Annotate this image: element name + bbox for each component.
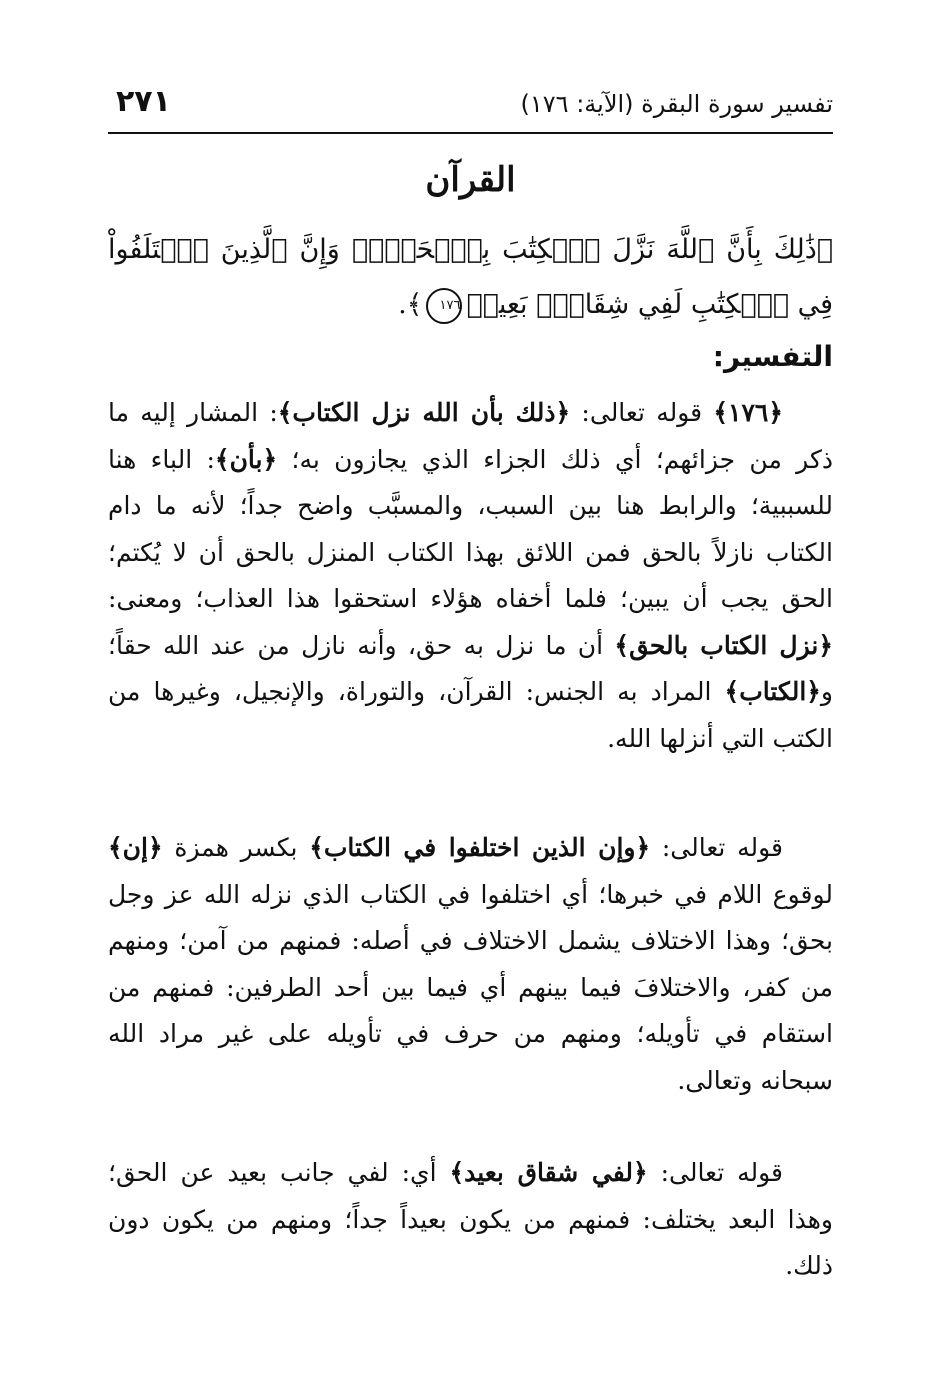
running-title: تفسير سورة البقرة (الآية: ١٧٦) xyxy=(520,90,833,118)
paragraph-text: لوقوع اللام في خبرها؛ أي اختلفوا في الكتاب الذي نزله الله عز وجل بحق؛ وهذا الاختلاف يشمل الاختلاف في أصله: فمنهم من آمن؛ ومنهم من كفر، والاختلافَ فيما بينهم أي فيما بين أحد الطرفين: فمنهم من استقام في تأويله؛ ومنهم من حرف في تأويله على غير مراد الله سبحانه وتعالى. xyxy=(108,879,833,1095)
verse-ref: ﴿١٧٦﴾ xyxy=(713,398,783,427)
quote-segment: ﴿لفي شقاق بعيد﴾ xyxy=(449,1158,648,1187)
paragraph-text: : الباء هنا للسببية؛ والرابط هنا بين السبب، والمسبَّب واضح جداً؛ لأنه ما دام الكتاب نازلاً بالحق فمن اللائق بهذا الكتاب المنزل بالحق أن لا يُكتم؛ الحق يجب أن يبين؛ فلما أخفاه هؤلاء استحقوا هذا العذاب؛ ومعنى: xyxy=(108,444,833,613)
paragraph-text: أن ما نزل به حق، وأنه نازل من عند الله حقاً؛ و xyxy=(108,630,833,706)
paragraph-text: قوله تعالى: xyxy=(570,398,714,427)
quote-segment: ﴿الكتاب﴾ xyxy=(724,677,821,706)
quote-segment: ﴿إن﴾ xyxy=(108,833,163,862)
quote-segment: ﴿ذلك بأن الله نزل الكتاب﴾ xyxy=(277,398,571,427)
quote-segment: ﴿نزل الكتاب بالحق﴾ xyxy=(614,630,834,660)
paragraph-text: : المشار إليه ما ذكر من جزائهم؛ أي ذلك الجزاء الذي يجازون به؛ xyxy=(108,398,833,474)
page-number: ٢٧١ xyxy=(116,84,171,119)
tafsir-paragraph-1 xyxy=(108,390,833,762)
verse-end: ﴾. xyxy=(398,289,423,320)
tafsir-heading: التفسير: xyxy=(712,340,833,373)
paragraph-text: المراد به الجنس: القرآن، والتوراة، والإنجيل، وغيرها من الكتب التي أنزلها الله. xyxy=(108,677,833,753)
header-rule xyxy=(108,132,833,134)
tafsir-paragraph-3 xyxy=(108,1150,833,1290)
paragraph-text: قوله تعالى: xyxy=(647,1158,783,1187)
page-header xyxy=(108,84,833,132)
paragraph-text: أي: لفي جانب بعيد عن الحق؛ وهذا البعد يختلف: فمنهم من يكون بعيداً جداً؛ ومنهم من يكون دون ذلك. xyxy=(108,1158,833,1280)
verse-number-marker: ١٧٦ xyxy=(426,288,462,324)
paragraph-text: بكسر همزة xyxy=(162,833,310,862)
quran-heading: القرآن xyxy=(425,160,516,200)
paragraph-text: قوله تعالى: xyxy=(650,833,783,862)
quote-segment: ﴿وإن الذين اختلفوا في الكتاب﴾ xyxy=(309,833,651,862)
tafsir-paragraph-2 xyxy=(108,825,833,1104)
verse-text: ﴿ذَٰلِكَ بِأَنَّ ٱللَّهَ نَزَّلَ ٱلۡكِتَٰبَ بِٱلۡحَقِّۗ وَإِنَّ ٱلَّذِينَ ٱخۡتَلَفُواْ فِي ٱلۡكِتَٰبِ لَفِي شِقَاقِۭ بَعِيدٖ xyxy=(108,234,833,320)
quran-verse xyxy=(108,222,833,332)
quote-segment: ﴿بأن﴾ xyxy=(214,444,278,474)
